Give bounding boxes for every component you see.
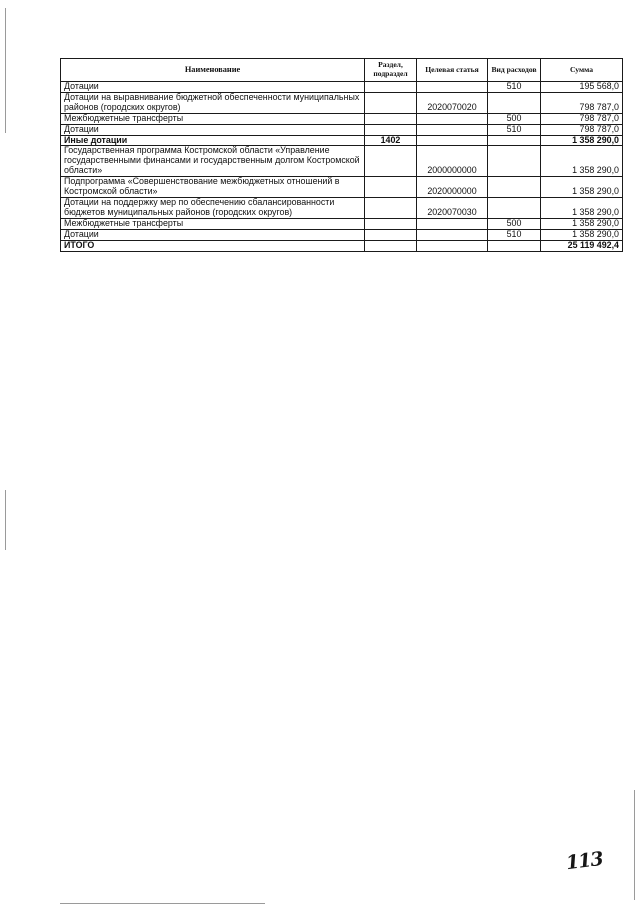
total-cell-expense: [488, 240, 541, 251]
handwritten-page-number: 113: [564, 847, 604, 875]
scan-edge-mark: [60, 903, 265, 904]
cell-expense: [488, 197, 541, 218]
table-row: [61, 92, 623, 113]
cell-section: [365, 146, 417, 177]
cell-expense: 500: [488, 113, 541, 124]
cell-name: Межбюджетные трансферты: [61, 218, 365, 229]
cell-expense: [488, 92, 541, 113]
total-cell-amount: 25 119 492,4: [541, 240, 623, 251]
header-section: Раздел, подраздел: [365, 59, 417, 82]
cell-amount: 1 358 290,0: [541, 197, 623, 218]
cell-section: [365, 177, 417, 198]
total-cell-section: [365, 240, 417, 251]
cell-name: Иные дотации: [61, 135, 365, 146]
cell-target: [417, 82, 488, 93]
table-row: [61, 218, 623, 229]
cell-target: 2020070030: [417, 197, 488, 218]
header-expense: Вид расходов: [488, 59, 541, 82]
cell-section: 1402: [365, 135, 417, 146]
scan-edge-mark: [5, 490, 6, 550]
cell-name: Государственная программа Костромской области «Управление государственными финансами и государственным долгом Костромской области»: [61, 146, 365, 177]
scan-edge-mark: [634, 790, 635, 900]
cell-amount: 1 358 290,0: [541, 177, 623, 198]
cell-target: 2000000000: [417, 146, 488, 177]
cell-target: 2020000000: [417, 177, 488, 198]
total-cell-name: ИТОГО: [61, 240, 365, 251]
cell-name: Межбюджетные трансферты: [61, 113, 365, 124]
cell-section: [365, 92, 417, 113]
cell-target: [417, 135, 488, 146]
table-row: [61, 146, 623, 177]
cell-expense: 510: [488, 124, 541, 135]
cell-name: Дотации: [61, 229, 365, 240]
table-row: [61, 177, 623, 198]
cell-name: Подпрограмма «Совершенствование межбюджетных отношений в Костромской области»: [61, 177, 365, 198]
table-row: [61, 82, 623, 93]
cell-section: [365, 124, 417, 135]
cell-expense: 500: [488, 218, 541, 229]
header-target: Целевая статья: [417, 59, 488, 82]
cell-name: Дотации: [61, 82, 365, 93]
cell-amount: 798 787,0: [541, 92, 623, 113]
table-row: [61, 229, 623, 240]
table-total-row: [61, 240, 623, 251]
cell-amount: 798 787,0: [541, 113, 623, 124]
cell-target: [417, 124, 488, 135]
cell-amount: 1 358 290,0: [541, 135, 623, 146]
cell-expense: [488, 135, 541, 146]
total-cell-target: [417, 240, 488, 251]
cell-section: [365, 229, 417, 240]
cell-expense: [488, 146, 541, 177]
cell-section: [365, 218, 417, 229]
header-name: Наименование: [61, 59, 365, 82]
cell-name: Дотации: [61, 124, 365, 135]
cell-amount: 1 358 290,0: [541, 218, 623, 229]
cell-amount: 1 358 290,0: [541, 146, 623, 177]
cell-expense: 510: [488, 229, 541, 240]
cell-target: [417, 229, 488, 240]
budget-table: [60, 58, 623, 252]
cell-section: [365, 82, 417, 93]
table-row: [61, 124, 623, 135]
header-amount: Сумма: [541, 59, 623, 82]
cell-target: 2020070020: [417, 92, 488, 113]
table-row: [61, 135, 623, 146]
table-row: [61, 197, 623, 218]
cell-expense: [488, 177, 541, 198]
cell-amount: 195 568,0: [541, 82, 623, 93]
cell-section: [365, 197, 417, 218]
table-body: [61, 82, 623, 252]
table-row: [61, 113, 623, 124]
cell-section: [365, 113, 417, 124]
cell-amount: 798 787,0: [541, 124, 623, 135]
scan-edge-mark: [5, 8, 6, 133]
table-header-row: [61, 59, 623, 82]
cell-amount: 1 358 290,0: [541, 229, 623, 240]
cell-name: Дотации на выравнивание бюджетной обеспеченности муниципальных районов (городских округов): [61, 92, 365, 113]
cell-name: Дотации на поддержку мер по обеспечению сбалансированности бюджетов муниципальных районов (городских округов): [61, 197, 365, 218]
cell-target: [417, 113, 488, 124]
cell-expense: 510: [488, 82, 541, 93]
cell-target: [417, 218, 488, 229]
